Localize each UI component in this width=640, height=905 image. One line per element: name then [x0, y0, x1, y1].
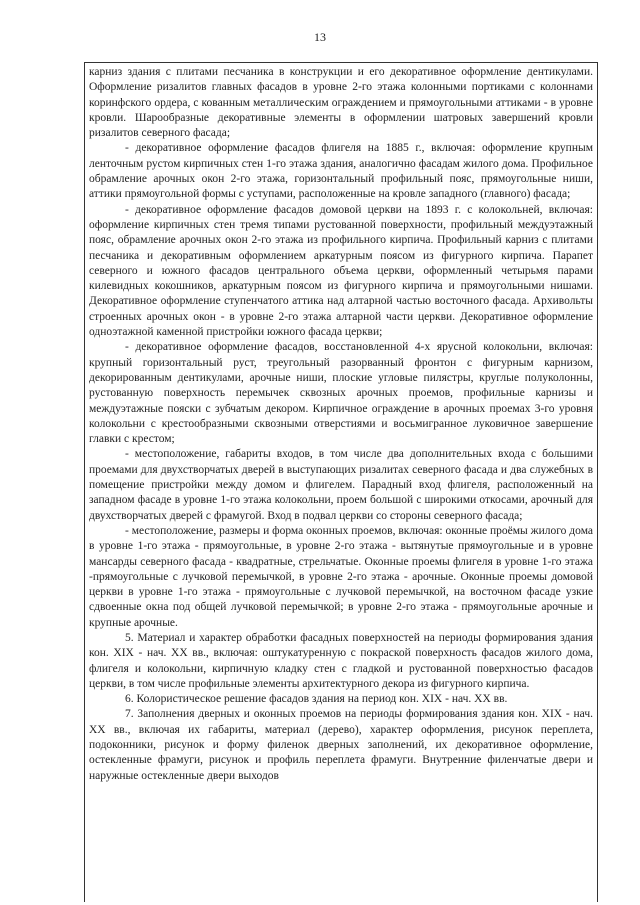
paragraph-6: - местоположение, размеры и форма оконных проемов, включая: оконные проёмы жилого дома в уровне 1-го этажа - прямоугольные, в уровне 2-го этажа - вытянутые прямоугольные и в уровне мансарды северного фасада - квадратные, стрельчатые. Оконные проемы флигеля в уровне 1-го этажа -прямоугольные с лучковой перемычкой, в уровне 2-го этажа - арочные. Оконные проемы домовой церкви в уровне 1-го этажа - прямоугольные с лучковой перемычкой, на восточном фасаде узкие сдвоенные окна под общей лучковой перемычкой; в уровне 2-го этажа - прямоугольные арочные и крупные арочные. [89, 524, 593, 629]
paragraph-1: карниз здания с плитами песчаника в конструкции и его декоративное оформление дентикулами. Оформление ризалитов главных фасадов в уровне 2-го этажа колонными портиками с колоннами коринфского ордера, с кованным металлическим ограждением и прямоугольными аттиками - в уровне кровли. Шарообразные декоративные элементы в оформлении шатровых завершений кровли ризалитов северного фасада; [89, 66, 593, 140]
paragraph-2: - декоративное оформление фасадов флигеля на 1885 г., включая: оформление крупным ленточным рустом кирпичных стен 1-го этажа здания, аналогично фасадам жилого дома. Профильное обрамление арочных окон 2-го этажа, горизонтальный профильный пояс, прямоугольные ниши, аттики прямоугольной формы с уступами, расположенные на кровле западного (главного) фасада; [89, 142, 593, 201]
paragraph-9: 7. Заполнения дверных и оконных проемов на периоды формирования здания кон. XIX - нач. XX вв., включая их габариты, материал (дерево), характер оформления, рисунок переплета, подоконники, рисунок и форму филенок дверных заполнений, их декоративное оформление, остекленные фрамуги, рисунок и профиль переплета фрамуги. Внутренние филенчатые двери и наружные остекленные двери выходов [89, 708, 593, 782]
paragraph-5: - местоположение, габариты входов, в том числе два дополнительных входа с большими проемами для двухстворчатых дверей в выступающих ризалитах северного фасада и два служебных в помещение пристройки между домом и флигелем. Парадный вход флигеля, расположенный на западном фасаде в уровне 1-го этажа колокольни, проем большой с широкими откосами, арочный для двухстворчатых дверей с фрамугой. Вход в подвал церкви со стороны северного фасада; [89, 448, 593, 522]
paragraph-3: - декоративное оформление фасадов домовой церкви на 1893 г. с колокольней, включая: оформление кирпичных стен тремя типами рустованной поверхности, профильный междуэтажный пояс, обрамление арочных окон 2-го этажа из профильного кирпича. Профильный карниз с плитами песчаника и декоративным оформлением аркатурным поясом из фигурного кирпича. Парапет северного и южного фасадов центрального объема церкви, оформленный четырьмя парами килевидных кокошников, аркатурным поясом из фигурного кирпича и прямоугольными нишами. Декоративное оформление ступенчатого аттика над алтарной частью восточного фасада. Архивольты строенных арочных окон - в уровне 2-го этажа алтарной части церкви. Декоративное оформление одноэтажной каменной пристройки южного фасада церкви; [89, 203, 593, 339]
page-number: 13 [314, 30, 326, 44]
paragraph-7: 5. Материал и характер обработки фасадных поверхностей на периоды формирования здания кон. XIX - нач. XX вв., включая: оштукатуренную с покраской поверхность фасадов жилого дома, флигеля и колокольни, кирпичную кладку стен с гладкой и рустованной поверхностью фасадов церкви, в том числе профильные элементы архитектурного декора из фигурного кирпича. [89, 631, 593, 690]
paragraph-4: - декоративное оформление фасадов, восстановленной 4-х ярусной колокольни, включая: крупный горизонтальный руст, треугольный разорванный фронтон с фигурным карнизом, декорированным дентикулами, арочные ниши, плоские угловые пилястры, круглые полуколонны, рустованную поверхность перемычек сквозных арочных проемов, профильные карнизы и междуэтажные пояски с зубчатым декором. Кирпичное ограждение в арочных проемах 3-го уровня колокольни с крестообразными сквозными отверстиями и восьмигранное луковичное завершение главки с крестом; [89, 341, 593, 446]
document-text-frame [84, 62, 598, 902]
paragraph-8: 6. Колористическое решение фасадов здания на период кон. XIX - нач. XX вв. [125, 693, 508, 706]
